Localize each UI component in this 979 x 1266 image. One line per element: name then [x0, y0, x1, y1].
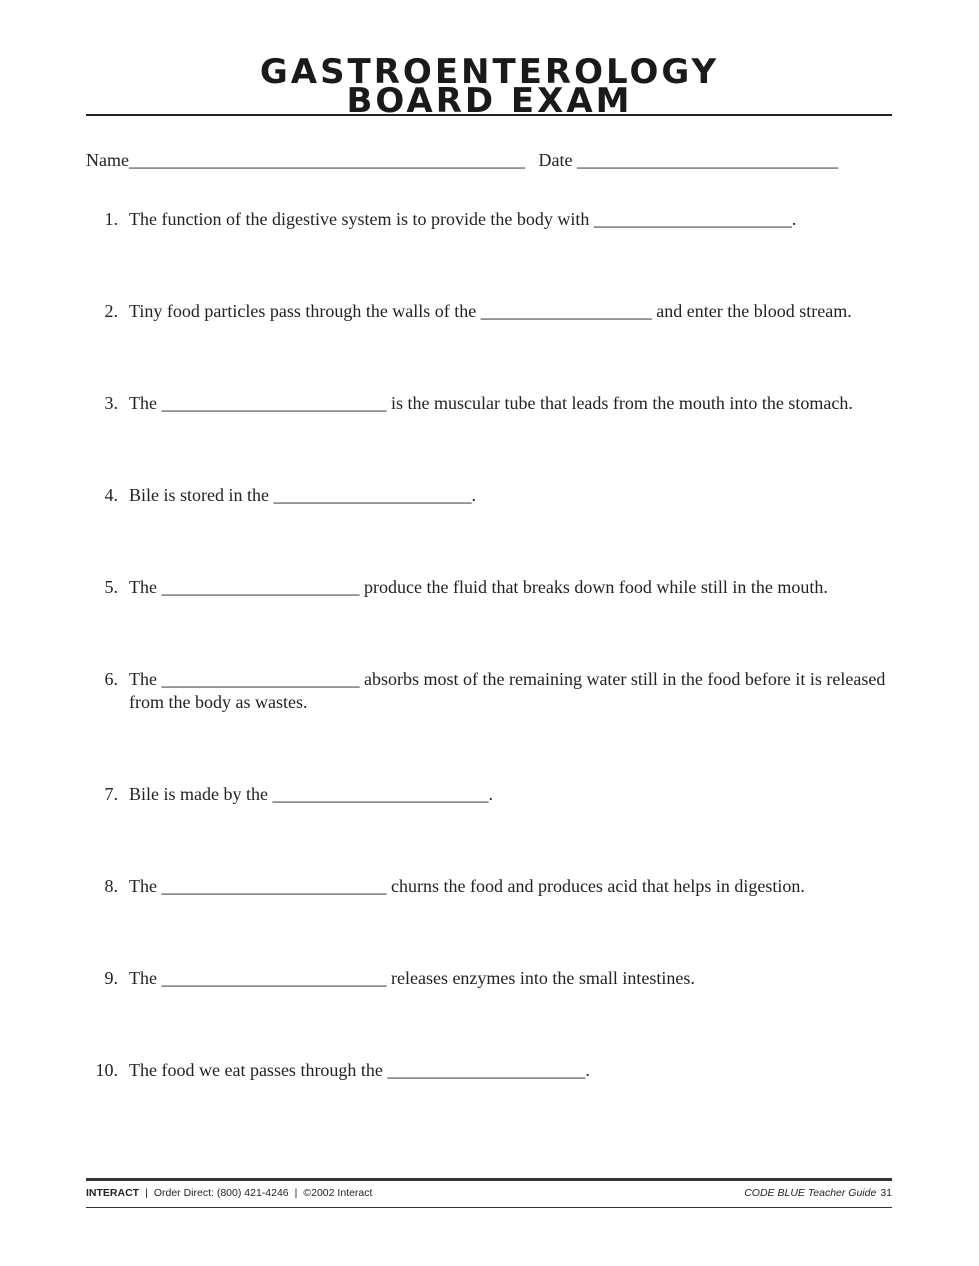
- question-number: 5.: [104, 577, 118, 597]
- name-label: Name: [86, 150, 129, 170]
- footer-copyright: ©2002 Interact: [303, 1187, 373, 1199]
- question-item: [86, 668, 892, 714]
- question-item: [86, 576, 892, 599]
- question-text[interactable]: The ______________________ produce the fluid that breaks down food while still in the mouth.: [129, 577, 828, 597]
- name-blank[interactable]: ____________________________________________: [128, 150, 525, 170]
- date-blank[interactable]: _____________________________: [576, 150, 838, 170]
- question-number: 4.: [104, 485, 118, 505]
- page-title-line2: BOARD EXAM: [346, 81, 633, 121]
- footer-separator: |: [294, 1187, 298, 1199]
- question-item: [86, 300, 892, 323]
- footer-separator: |: [145, 1187, 148, 1199]
- question-number: 2.: [104, 301, 118, 321]
- question-number: 9.: [104, 968, 118, 988]
- question-text[interactable]: Bile is made by the ________________________.: [129, 784, 493, 804]
- question-item: [86, 783, 892, 806]
- question-number: 10.: [95, 1060, 118, 1080]
- question-text[interactable]: The ______________________ absorbs most of the remaining water still in the food before it is released from the body as wastes.: [129, 669, 890, 712]
- title-divider: [86, 114, 892, 116]
- footer-publisher: [86, 1187, 372, 1199]
- question-text[interactable]: The _________________________ releases enzymes into the small intestines.: [129, 968, 695, 988]
- question-text[interactable]: The function of the digestive system is to provide the body with ______________________.: [129, 209, 797, 229]
- page-number: 31: [880, 1187, 892, 1199]
- question-number: 8.: [104, 876, 118, 896]
- question-item: [86, 967, 892, 990]
- question-number: 1.: [104, 209, 118, 229]
- footer-order: Order Direct: (800) 421-4246: [153, 1187, 289, 1199]
- question-text[interactable]: The _________________________ is the muscular tube that leads from the mouth into the stomach.: [129, 393, 853, 413]
- footer-guide-title: CODE BLUE Teacher Guide: [744, 1187, 877, 1199]
- footer-divider-top: [86, 1178, 892, 1181]
- footer-divider-bottom: [86, 1207, 892, 1208]
- question-text[interactable]: Tiny food particles pass through the walls of the ___________________ and enter the blood stream.: [129, 301, 852, 321]
- footer-guide: [744, 1187, 892, 1199]
- question-item: [86, 1059, 892, 1082]
- question-number: 7.: [104, 784, 118, 804]
- question-text[interactable]: Bile is stored in the ______________________.: [129, 485, 476, 505]
- question-item: [86, 392, 892, 415]
- date-label: Date: [538, 150, 573, 170]
- question-text[interactable]: The _________________________ churns the food and produces acid that helps in digestion.: [129, 876, 805, 896]
- question-item: [86, 208, 892, 231]
- question-item: [86, 875, 892, 898]
- question-text[interactable]: The food we eat passes through the ______________________.: [129, 1060, 590, 1080]
- page-title-line1: GASTROENTEROLOGY: [259, 52, 720, 92]
- question-item: [86, 484, 892, 507]
- question-number: 6.: [104, 669, 118, 689]
- question-number: 3.: [104, 393, 118, 413]
- footer-brand: INTERACT: [86, 1187, 140, 1199]
- name-date-row: [86, 150, 892, 171]
